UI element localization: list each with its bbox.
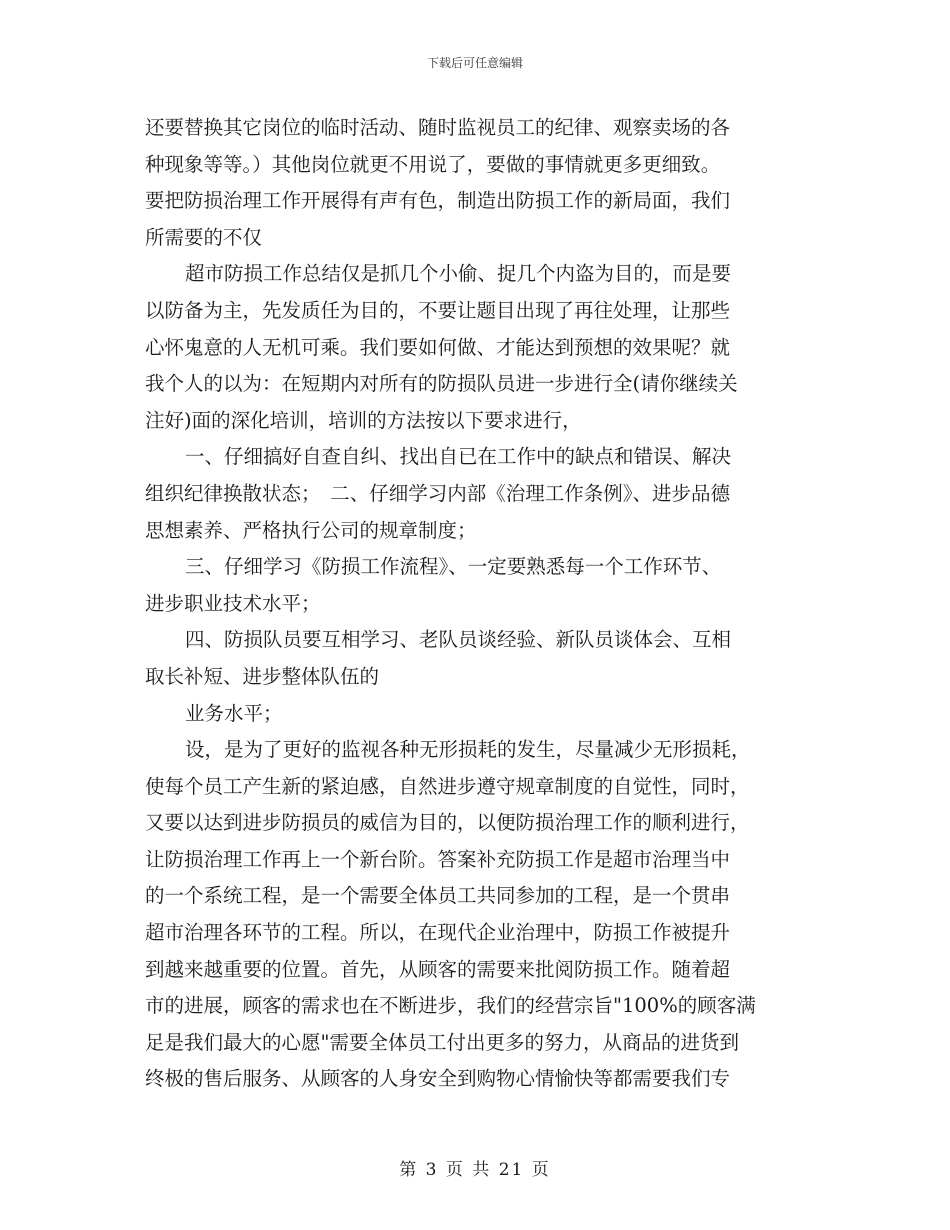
text-line: 组织纪律换散状态； 二、仔细学习内部《治理工作条例》、进步品德: [145, 481, 731, 505]
text-line: 心怀鬼意的人无机可乘。我们要如何做、才能达到预想的效果呢？就: [145, 335, 731, 359]
document-body: [145, 110, 815, 1098]
page-number-footer: 第 3 页 共 21 页: [399, 1160, 551, 1180]
text-line: 思想素养、严格执行公司的规章制度；: [145, 518, 477, 542]
text-line: 一、仔细搞好自查自纠、找出自已在工作中的缺点和错误、解决: [185, 445, 732, 469]
text-line: 超市治理各环节的工程。所以，在现代企业治理中，防损工作被提升: [145, 921, 731, 945]
text-line: 我个人的以为：在短期内对所有的防损队员进一步进行全(请你继续关: [145, 372, 738, 396]
text-line: 足是我们最大的心愿"需要全体员工付出更多的努力，从商品的进货到: [145, 1030, 739, 1054]
text-line: 所需要的不仅: [145, 225, 263, 249]
text-line: 市的进展，顾客的需求也在不断进步，我们的经营宗旨"100%的顾客满: [145, 994, 756, 1018]
text-line: 让防损治理工作再上一个新台阶。答案补充防损工作是超市治理当中: [145, 847, 731, 871]
text-line: 超市防损工作总结仅是抓几个小偷、捉几个内盗为目的，而是要: [185, 262, 732, 286]
text-line: 种现象等等。）其他岗位就更不用说了，要做的事情就更多更细致。: [145, 152, 721, 176]
text-line: 注好)面的深化培训，培训的方法按以下要求进行，: [145, 408, 582, 432]
text-line: 四、防损队员要互相学习、老队员谈经验、新队员谈体会、互相: [185, 628, 732, 652]
text-line: 的一个系统工程，是一个需要全体员工共同参加的工程，是一个贯串: [145, 884, 731, 908]
text-line: 进步职业技术水平；: [145, 591, 321, 615]
text-line: 到越来越重要的位置。首先，从顾客的需要来批阅防损工作。随着超: [145, 957, 731, 981]
text-line: 三、仔细学习《防损工作流程》、一定要熟悉每一个工作环节、: [185, 555, 722, 579]
text-line: 设，是为了更好的监视各种无形损耗的发生，尽量减少无形损耗，: [185, 738, 751, 762]
text-line: 以防备为主，先发质任为目的，不要让题目出现了再往处理，让那些: [145, 298, 731, 322]
text-line: 还要替换其它岗位的临时活动、随时监视员工的纪律、观察卖场的各: [145, 116, 731, 139]
text-line: 取长补短、进步整体队伍的: [145, 664, 380, 688]
text-line: 要把防损治理工作开展得有声有色，制造出防损工作的新局面，我们: [145, 189, 731, 213]
text-line: 又要以达到进步防损员的威信为目的，以便防损治理工作的顺利进行，: [145, 811, 750, 835]
page-header-note: 下载后可任意编辑: [426, 56, 523, 70]
text-line: 使每个员工产生新的紧迫感，自然进步遵守规章制度的自觉性，同时，: [145, 774, 750, 798]
text-line: 终极的售后服务、从顾客的人身安全到购物心情愉快等都需要我们专: [145, 1067, 731, 1091]
text-line: 业务水平；: [185, 701, 283, 725]
